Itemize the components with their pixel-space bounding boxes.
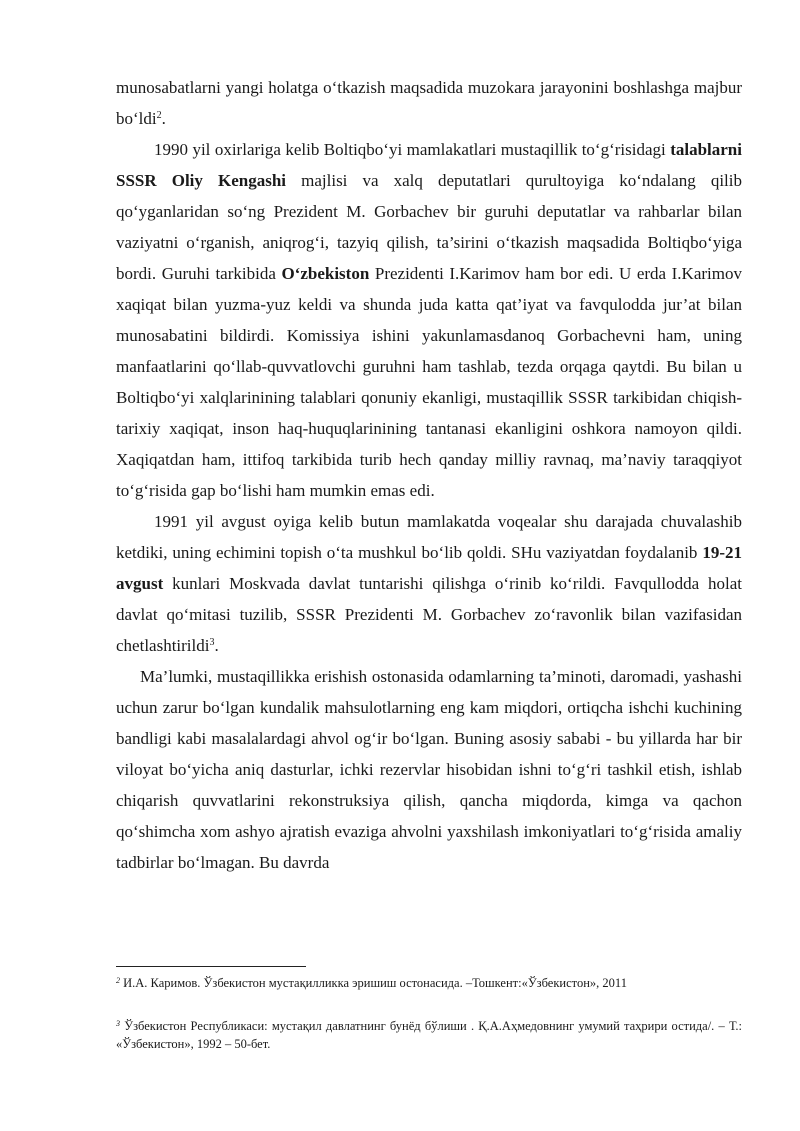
paragraph-baltic <box>116 134 742 506</box>
bold-phrase: 19-21 avgust <box>116 543 742 593</box>
paragraph-text: majlisi va xalq deputatlari qurultoyiga ko‘ndalang qilib qo‘yganlaridan so‘ng Prezident M. Gorbachev bir guruhi deputatlar va rahbarlar bilan vaziyatni o‘rganish, aniqrog‘i, tazyiq qilish, ta’sirini o‘tkazish maqsadida Boltiqbo‘yiga bordi. Guruhi tarkibida <box>116 171 743 283</box>
footnote-ref-3[interactable]: 3 <box>209 637 215 648</box>
bold-phrase: O‘zbekiston <box>281 264 370 283</box>
paragraph-independence <box>116 661 742 878</box>
footnote-text: Ўзбекистон Республикаси: мустақил давлатнинг бунёд бўлиши . Қ.А.Аҳмедовнинг умумий таҳрири остида/. – Т.: «Ўзбекистон», 1992 – 50-бет. <box>116 1019 742 1051</box>
paragraph-text: kunlari Moskvada davlat tuntarishi qilishga o‘rinib ko‘rildi. Favqullodda holat davlat qo‘mitasi tuzilib, SSSR Prezidenti M. Gorbachev zo‘ravonlik bilan vazifasidan chetlashtirildi <box>116 574 742 655</box>
paragraph-text: munosabatlarni yangi holatga o‘tkazish maqsadida muzokara jarayonini boshlashga majbur bo‘ldi <box>116 78 742 128</box>
document-body <box>116 72 742 878</box>
footnote-separator <box>116 966 306 967</box>
footnote-number: 3 <box>116 1019 120 1028</box>
paragraph-end: . <box>161 109 166 128</box>
paragraph-end: . <box>214 636 219 655</box>
footnote-3 <box>116 1017 742 1053</box>
footnote-2 <box>116 974 742 992</box>
paragraph-text: Ma’lumki, mustaqillikka erishish ostonasida odamlarning ta’minoti, daromadi, yashashi uchun zarur bo‘lgan kundalik mahsulotlarning eng kam miqdori, ortiqcha ishchi kuchining bandligi kabi masalalardagi ahvol og‘ir bo‘lgan. Buning asosiy sababi - bu yillarda har bir viloyat bo‘yicha aniq dasturlar, ichki rezervlar hisobidan ishni to‘g‘ri tashkil etish, ishlab chiqarish quvvatlarini rekonstruksiya qilish, qancha miqdorda, kimga va qachon qo‘shimcha xom ashyo ajratish evaziga ahvolni yaxshilash imkoniyatlari to‘g‘risida amaliy tadbirlar bo‘lmagan. Bu davrda <box>116 667 742 872</box>
footnote-text: И.А. Каримов. Ўзбекистон мустақилликка эришиш остонасида. –Тошкент:«Ўзбекистон», 2011 <box>120 976 627 990</box>
paragraph-text: 1991 yil avgust oyiga kelib butun mamlakatda voqealar shu darajada chuvalashib ketdiki, uning echimini topish o‘ta mushkul bo‘lib qoldi. SHu vaziyatdan foydalanib <box>116 512 742 562</box>
bold-phrase: talablarni SSSR Oliy Kengashi <box>116 140 742 190</box>
paragraph-august-1991 <box>116 506 742 661</box>
paragraph-continuation <box>116 72 742 134</box>
footnote-number: 2 <box>116 976 120 985</box>
footnote-ref-2[interactable]: 2 <box>156 110 162 121</box>
paragraph-text: 1990 yil oxirlariga kelib Boltiqbo‘yi mamlakatlari mustaqillik to‘g‘risidagi <box>154 140 671 159</box>
paragraph-text: Prezidenti I.Karimov ham bor edi. U erda I.Karimov xaqiqat bilan yuzma-yuz keldi va shunda juda katta qat’iyat va favqulodda jur’at bilan munosabatini bildirdi. Komissiya ishini yakunlamasdanoq Gorbachevni ham, uning manfaatlarini qo‘llab-quvvatlovchi guruhni ham tashlab, tezda orqaga qaytdi. Bu bilan u Boltiqbo‘yi xalqlarinining talablari qonuniy ekanligi, mustaqillik SSSR tarkibidan chiqish-tarixiy xaqiqat, inson haq-huquqlarinining tantanasi ekanligini oshkora namoyon qildi. Xaqiqatdan ham, ittifoq tarkibida turib hech qanday milliy ravnaq, ma’naviy taraqqiyot to‘g‘risida gap bo‘lishi ham mumkin emas edi. <box>116 264 742 500</box>
